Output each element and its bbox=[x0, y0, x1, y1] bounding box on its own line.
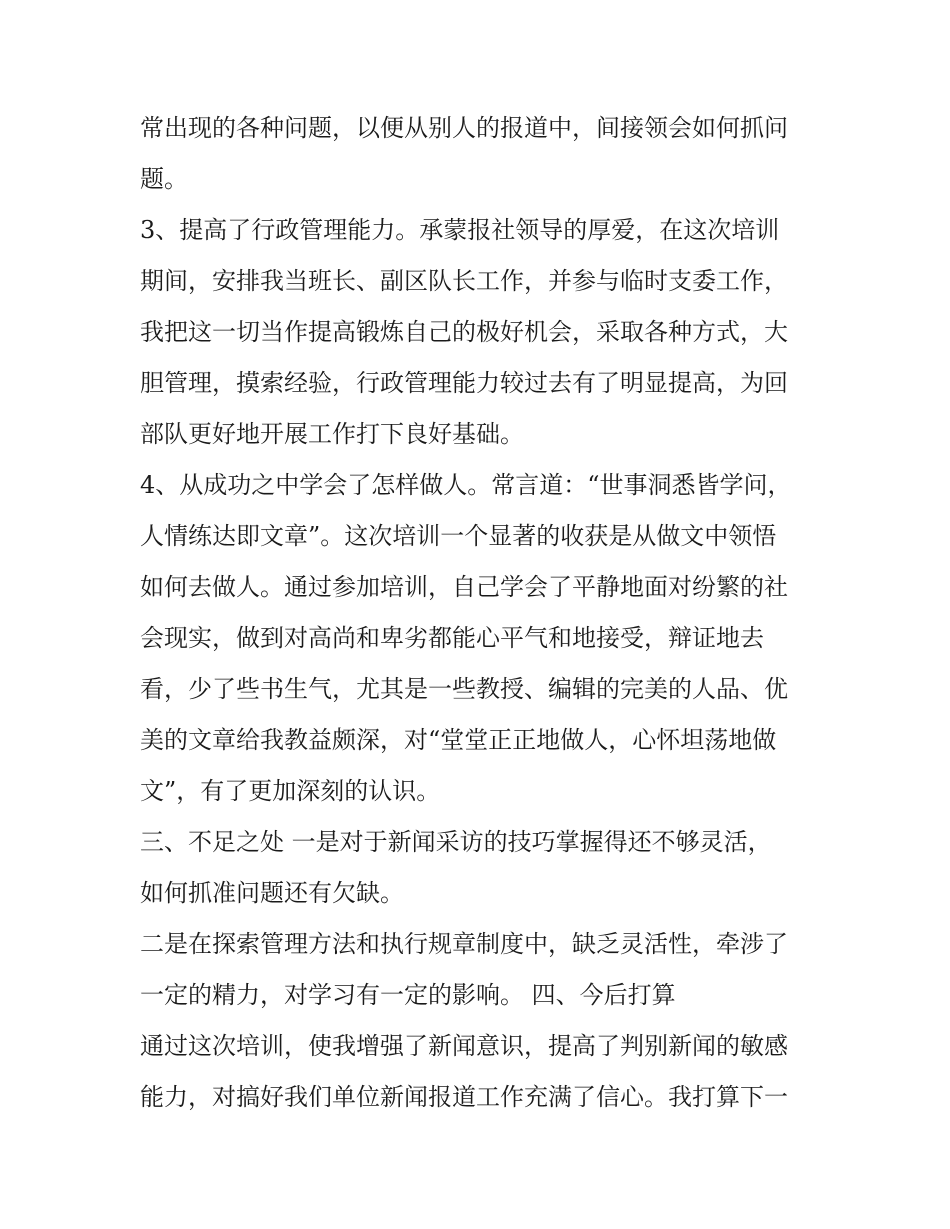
text-line: 二是在探索管理方法和执行规章制度中，缺乏灵活性，牵涉了 bbox=[140, 930, 788, 958]
text-line: 通过这次培训，使我增强了新闻意识，提高了判别新闻的敏感 bbox=[140, 1032, 788, 1060]
text-line: 3、提高了行政管理能力。承蒙报社领导的厚爱，在这次培训 bbox=[140, 216, 780, 244]
text-line: 期间，安排我当班长、副区队长工作，并参与临时支委工作， bbox=[140, 267, 788, 295]
text-line: 一定的精力，对学习有一定的影响。 四、今后打算 bbox=[140, 981, 676, 1009]
document-body bbox=[140, 103, 820, 1123]
text-line: 部队更好地开展工作打下良好基础。 bbox=[140, 420, 524, 448]
text-line: 能力，对搞好我们单位新闻报道工作充满了信心。我打算下一 bbox=[140, 1083, 788, 1111]
text-line: 我把这一切当作提高锻炼自己的极好机会，采取各种方式，大 bbox=[140, 318, 788, 346]
text-line: 如何抓准问题还有欠缺。 bbox=[140, 879, 404, 907]
text-line: 人情练达即文章”。这次培训一个显著的收获是从做文中领悟 bbox=[140, 522, 777, 550]
text-line: 会现实，做到对高尚和卑劣都能心平气和地接受，辩证地去 bbox=[140, 624, 764, 652]
text-line: 三、不足之处 一是对于新闻采访的技巧掌握得还不够灵活， bbox=[140, 828, 772, 856]
text-line: 如何去做人。通过参加培训，自己学会了平静地面对纷繁的社 bbox=[140, 573, 788, 601]
text-line: 看，少了些书生气，尤其是一些教授、编辑的完美的人品、优 bbox=[140, 675, 788, 703]
text-line: 文”，有了更加深刻的认识。 bbox=[140, 777, 441, 805]
text-line: 题。 bbox=[140, 165, 188, 193]
text-line: 常出现的各种问题，以便从别人的报道中，间接领会如何抓问 bbox=[140, 114, 788, 142]
text-line: 胆管理，摸索经验，行政管理能力较过去有了明显提高，为回 bbox=[140, 369, 788, 397]
text-line: 美的文章给我教益颇深，对“堂堂正正地做人，心怀坦荡地做 bbox=[140, 726, 777, 754]
text-line: 4、从成功之中学会了怎样做人。常言道：“世事洞悉皆学问， bbox=[140, 471, 792, 499]
